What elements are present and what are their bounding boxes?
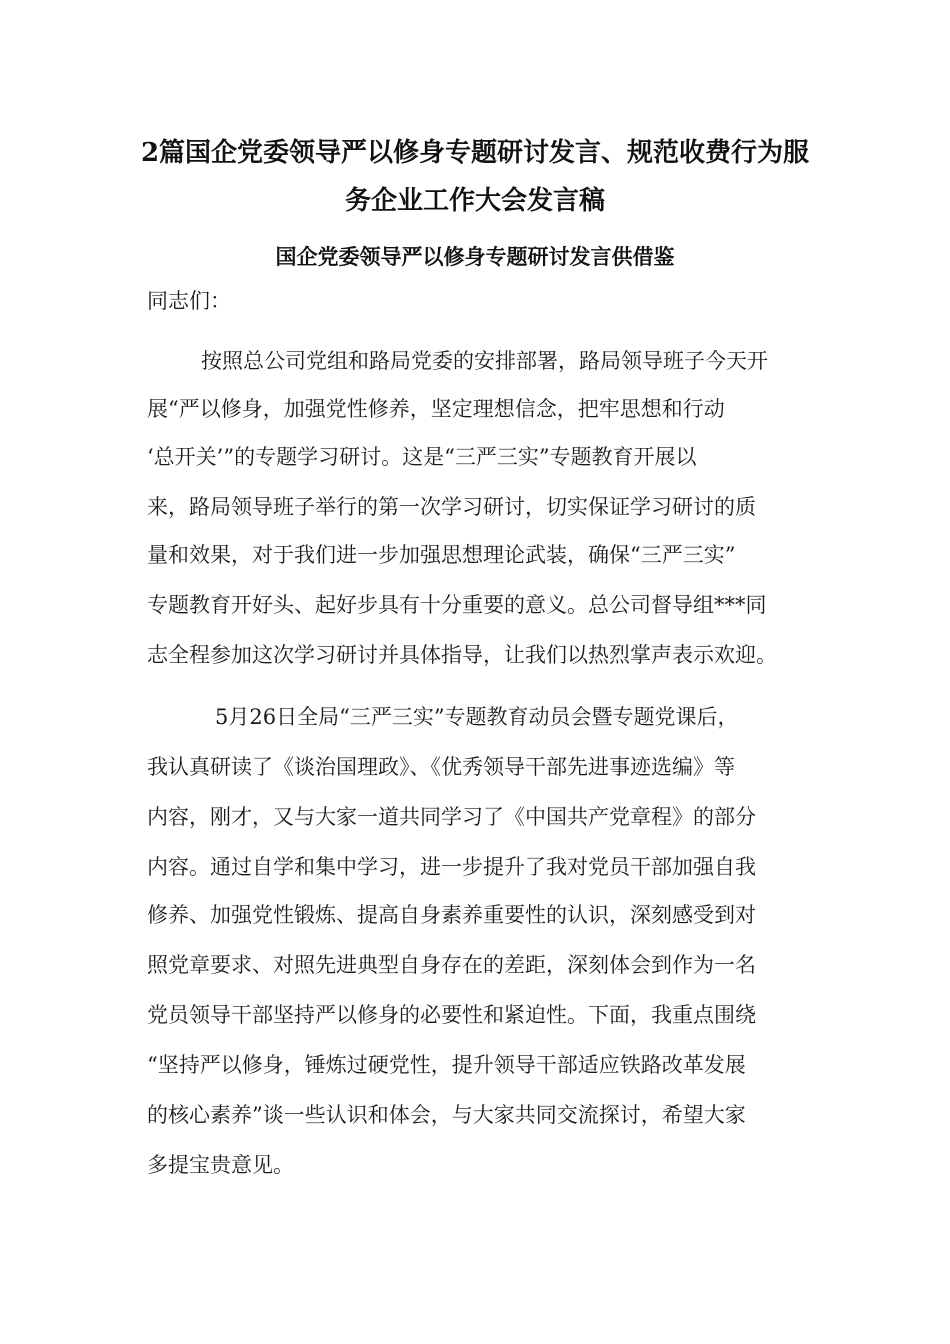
- paragraph-1-line-1: 按照总公司党组和路局党委的安排部署，路局领导班子今天开: [201, 349, 768, 373]
- paragraph-2-line-8: “坚持严以修身，锤炼过硬党性，提升领导干部适应铁路改革发展: [147, 1053, 746, 1077]
- paragraph-2-line-10: 多提宝贵意见。: [147, 1153, 294, 1177]
- paragraph-2-line-3: 内容，刚才，又与大家一道共同学习了《中国共产党章程》的部分: [147, 805, 756, 829]
- document-title-line-2: 务企业工作大会发言稿: [344, 186, 605, 216]
- paragraph-1-line-2: 展“严以修身，加强党性修养，坚定理想信念，把牢思想和行动: [147, 397, 725, 421]
- paragraph-2-line-7: 党员领导干部坚持严以修身的必要性和紧迫性。下面，我重点围绕: [147, 1003, 756, 1027]
- paragraph-2-line-1: 5月26日全局“三严三实”专题教育动员会暨专题党课后，: [215, 705, 739, 729]
- paragraph-1-line-7: 志全程参加这次学习研讨并具体指导，让我们以热烈掌声表示欢迎。: [147, 643, 777, 667]
- paragraph-1-line-5: 量和效果，对于我们进一步加强思想理论武装，确保“三严三实”: [147, 543, 736, 567]
- document-subtitle: 国企党委领导严以修身专题研讨发言供借鉴: [275, 244, 675, 269]
- salutation: 同志们：: [147, 289, 231, 313]
- paragraph-2-line-2: 我认真研读了《谈治国理政》、《优秀领导干部先进事迹选编》等: [147, 755, 735, 779]
- paragraph-2-line-4: 内容。通过自学和集中学习，进一步提升了我对党员干部加强自我: [147, 855, 756, 879]
- paragraph-1-line-4: 来，路局领导班子举行的第一次学习研讨，切实保证学习研讨的质: [147, 495, 756, 519]
- document-title-line-1: 2篇国企党委领导严以修身专题研讨发言、规范收费行为服: [140, 138, 810, 168]
- paragraph-2-line-9: 的核心素养”谈一些认识和体会，与大家共同交流探讨，希望大家: [147, 1103, 746, 1127]
- paragraph-1-line-3: ‘总开关’”的专题学习研讨。这是“三严三实”专题教育开展以: [147, 445, 697, 469]
- paragraph-2-line-6: 照党章要求、对照先进典型自身存在的差距，深刻体会到作为一名: [147, 953, 756, 977]
- paragraph-1-line-6: 专题教育开好头、起好步具有十分重要的意义。总公司督导组***同: [147, 593, 767, 617]
- paragraph-2-line-5: 修养、加强党性锻炼、提高自身素养重要性的认识，深刻感受到对: [147, 903, 756, 927]
